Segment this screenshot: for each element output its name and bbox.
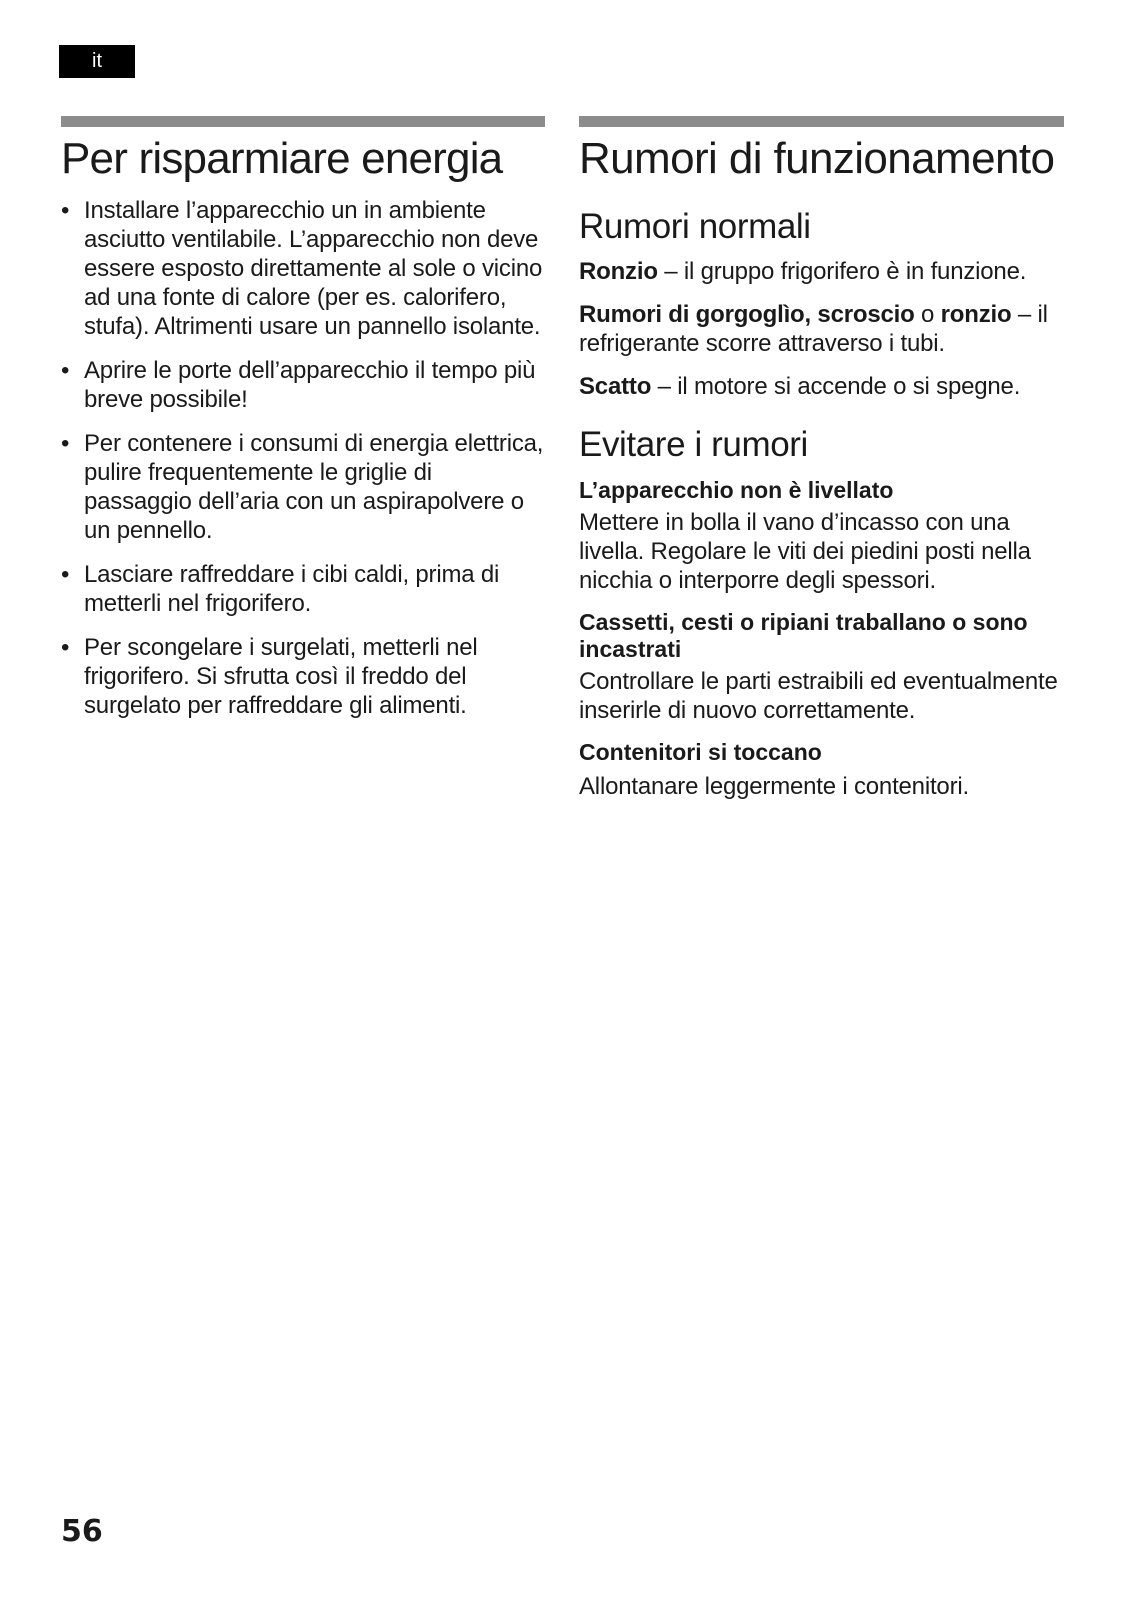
energy-tips-list <box>61 196 545 720</box>
list-item: • Per contenere i consumi di energia elettrica, pulire frequentemente le griglie di passaggio dell’aria con un aspirapolvere o un pennello. <box>61 430 544 544</box>
operating-noises-section <box>579 116 1064 801</box>
noise-click: Scatto – il motore si accende o si spegne. <box>579 373 1021 400</box>
normal-noises-heading: Rumori normali <box>579 207 811 246</box>
noise-fix-text: Mettere in bolla il vano d’incasso con una livella. Regolare le viti dei piedini posti nella nicchia o interporre degli spessori. <box>579 509 1031 594</box>
noise-fix-title: L’apparecchio non è livellato <box>579 477 894 503</box>
list-item: • Aprire le porte dell’apparecchio il tempo più breve possibile! <box>61 357 536 413</box>
energy-saving-title: Per risparmiare energia <box>61 134 503 183</box>
list-item: • Lasciare raffreddare i cibi caldi, prima di metterli nel frigorifero. <box>61 561 500 617</box>
page-number: 56 <box>61 1514 103 1549</box>
list-item: • Per scongelare i surgelati, metterli nel frigorifero. Si sfrutta così il freddo del surgelato per raffreddare gli alimenti. <box>61 634 478 719</box>
avoid-noises-heading: Evitare i rumori <box>579 425 808 464</box>
noise-fix-title: Contenitori si toccano <box>579 739 822 765</box>
noise-humming: Ronzio – il gruppo frigorifero è in funzione. <box>579 258 1027 285</box>
noise-fix-containers <box>579 739 1064 801</box>
section-rule <box>61 116 545 127</box>
operating-noises-title: Rumori di funzionamento <box>579 134 1055 183</box>
noise-gurgling: Rumori di gorgoglìo, scroscio o ronzio – il refrigerante scorre attraverso i tubi. <box>579 301 1048 357</box>
list-item: • Installare l’apparecchio un in ambiente asciutto ventilabile. L’apparecchio non deve essere esposto direttamente al sole o vicino ad una fonte di calore (per es. calorifero, stufa). Altrimenti usare un pannello isolante. <box>61 197 543 340</box>
noise-fix-text: Allontanare leggermente i contenitori. <box>579 773 969 800</box>
noise-fix-text: Controllare le parti estraibili ed eventualmente inserirle di nuovo correttamente. <box>579 668 1058 724</box>
energy-saving-section <box>61 116 545 735</box>
language-tab: it <box>59 45 135 78</box>
noise-fix-level <box>579 477 1064 595</box>
noise-fix-title: Cassetti, cesti o ripiani traballano o sono incastrati <box>579 609 1028 662</box>
section-rule <box>579 116 1064 127</box>
noise-fix-drawers <box>579 609 1064 725</box>
